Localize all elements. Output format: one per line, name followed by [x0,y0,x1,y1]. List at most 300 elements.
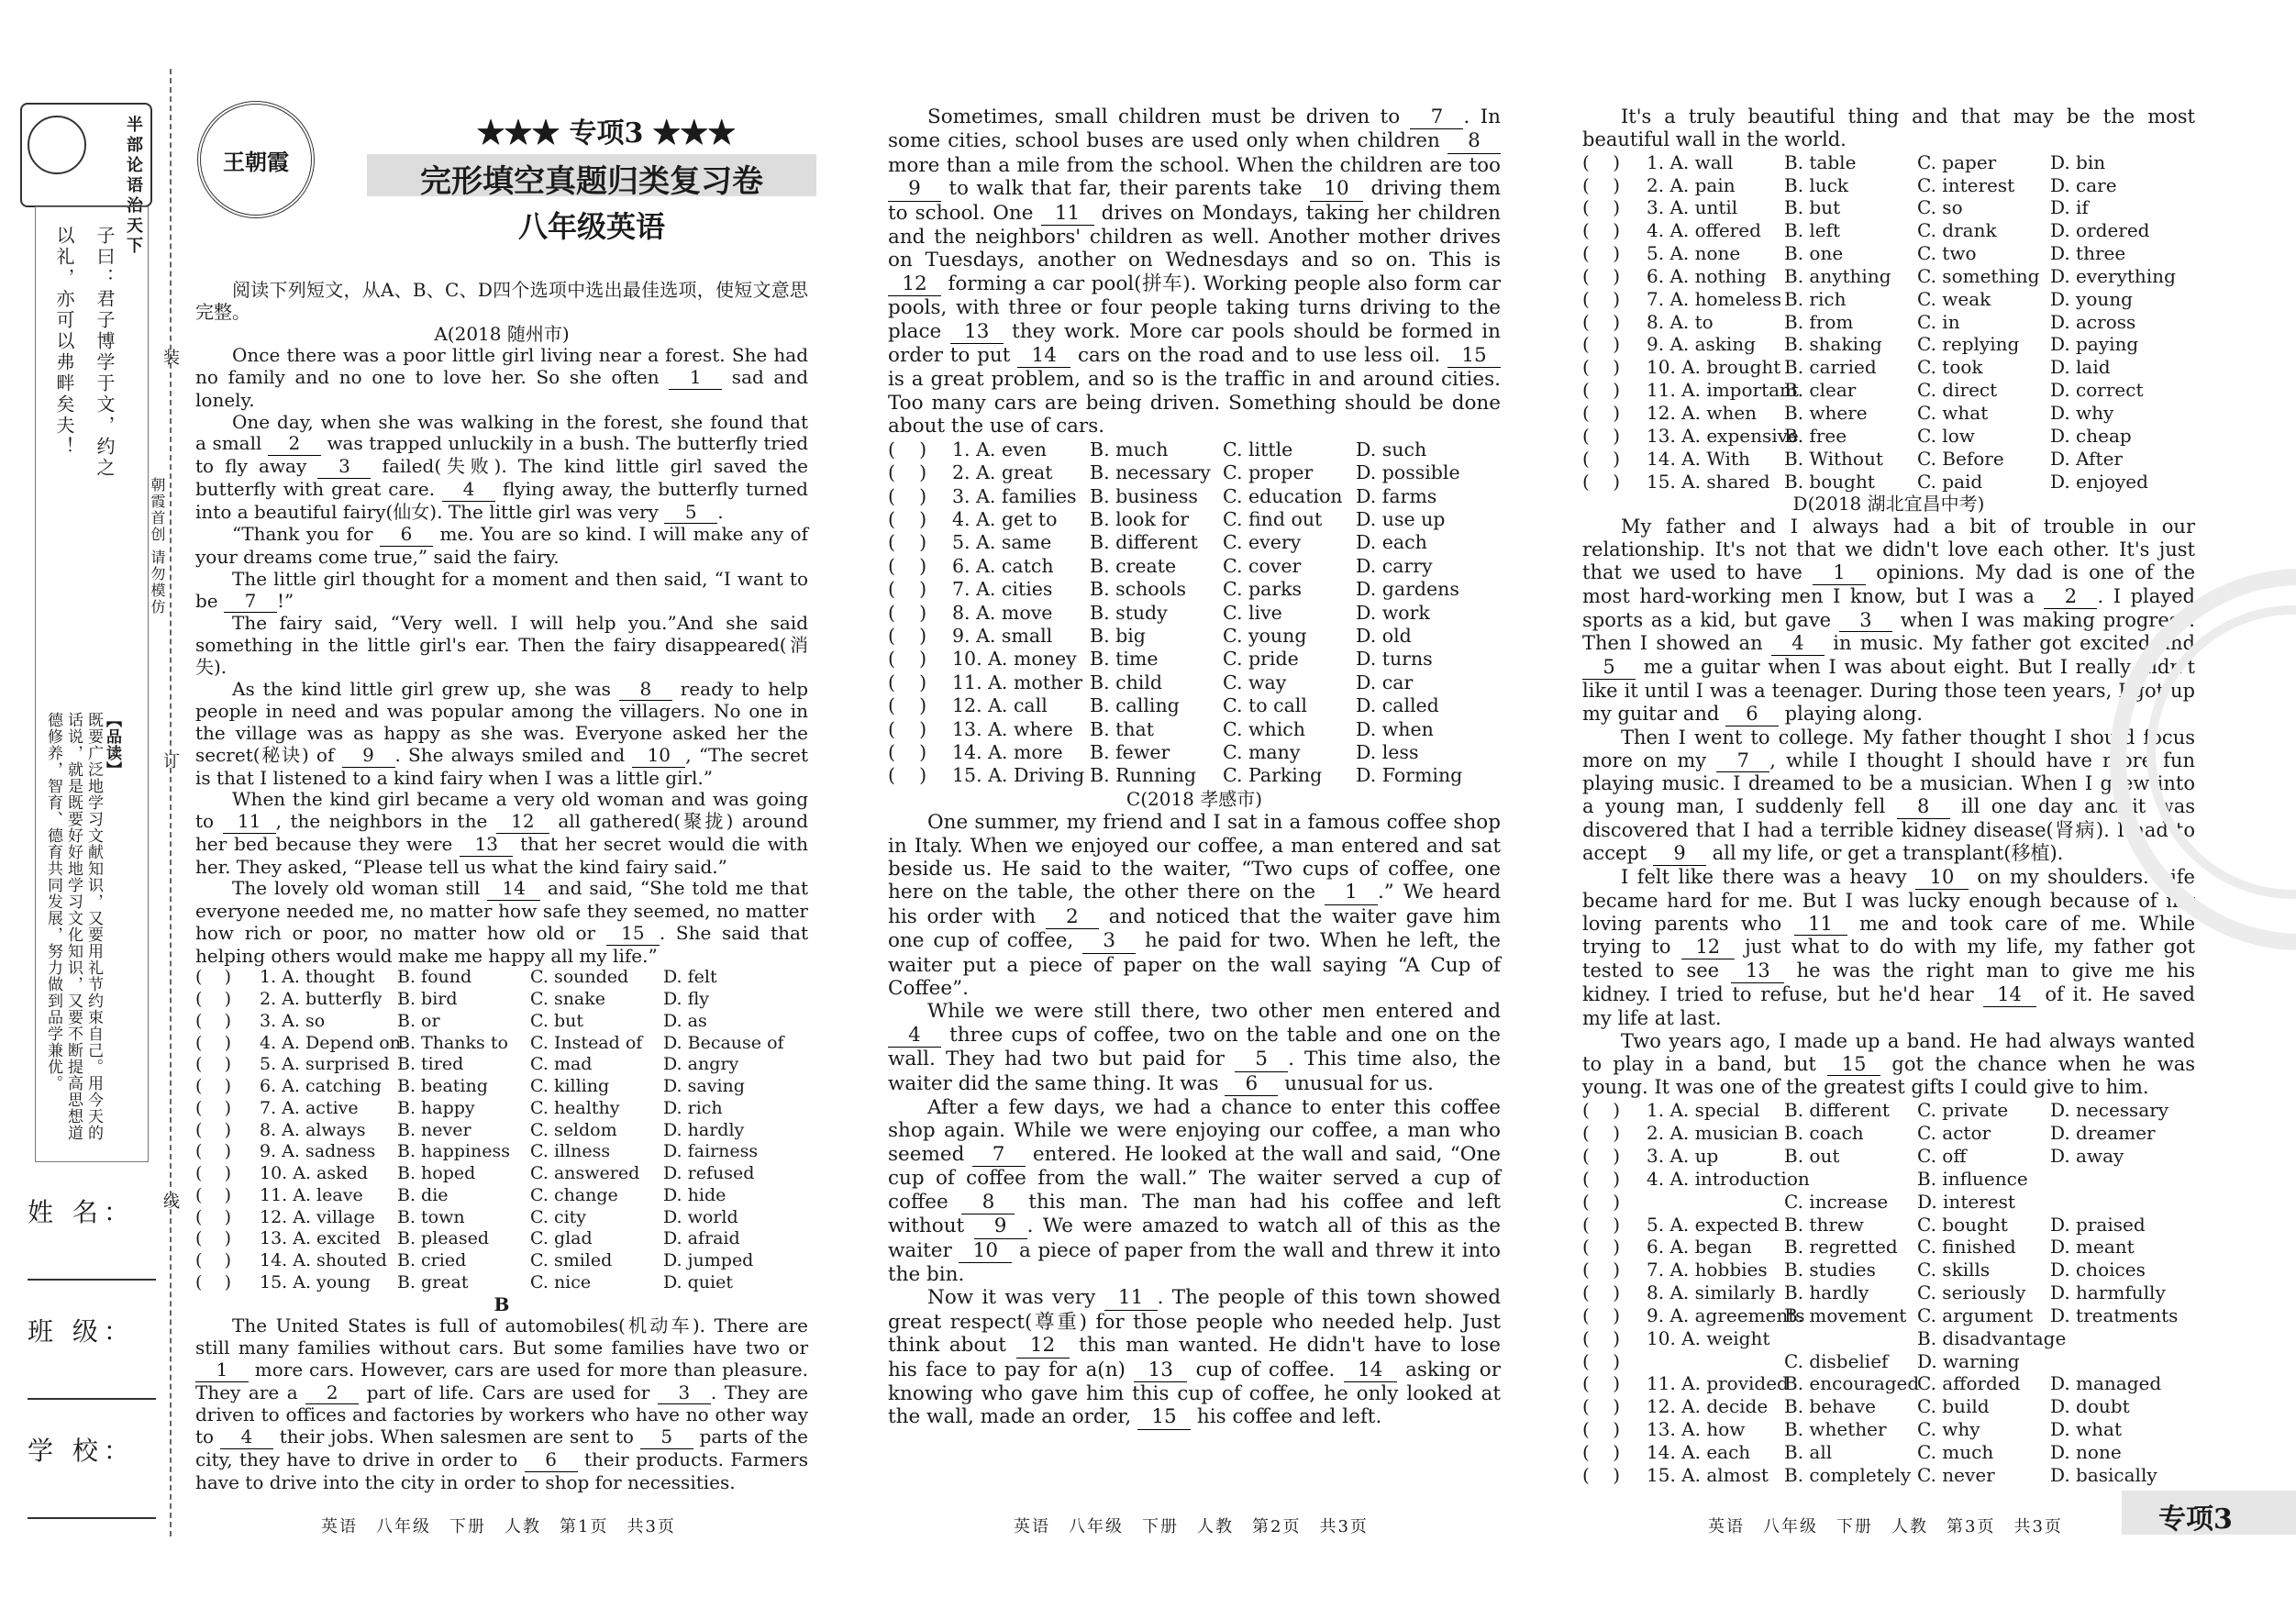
motto: 半部论语治天下 [124,116,143,257]
blank-11[interactable]: 11 [1041,202,1094,226]
blank-14[interactable]: 14 [1017,344,1070,368]
option-choice: D. Forming [1356,764,1463,787]
blank-10[interactable]: 10 [632,745,685,768]
blank-14[interactable]: 14 [1344,1359,1397,1382]
option-choice: B. but [1784,196,1841,219]
option-choice: C. paid [1917,470,1983,493]
paragraph [195,345,808,411]
option-choice: D. quiet [663,1271,733,1292]
blank-1[interactable]: 1 [1325,881,1378,904]
option-row [195,1141,808,1163]
school-label: 学 校： [28,1436,135,1466]
blank-15[interactable]: 15 [1827,1053,1880,1077]
blank-3[interactable]: 3 [1082,929,1136,953]
option-choice: D. when [1356,717,1434,740]
option-row [888,625,1501,648]
blank-4[interactable]: 4 [220,1426,273,1449]
option-choice: C. low [1917,424,1975,447]
blank-8[interactable]: 8 [1447,129,1501,153]
paragraph [195,679,808,790]
option-row [195,989,808,1011]
paragraph [888,105,1501,438]
paragraph-text: more than a mile from the school. When the children are too [888,153,1501,177]
option-choice: D. turns [1356,648,1433,671]
option-row [1582,265,2195,288]
blank-2[interactable]: 2 [2044,585,2097,609]
option-choice: D. hardly [663,1119,745,1140]
answer-bracket[interactable]: ( ) [1582,1303,1621,1326]
paragraph [1582,866,2195,1030]
answer-bracket[interactable]: ( ) [1582,1122,1621,1145]
option-choice: C. weak [1917,287,1991,310]
answer-bracket[interactable]: ( ) [195,1250,231,1270]
option-choice: B. out [1784,1144,1840,1167]
answer-bracket[interactable]: ( ) [195,1163,231,1183]
option-choice: C. why [1917,1418,1980,1441]
option-choice: B. luck [1784,173,1849,196]
option-choice: D. treatments [2050,1303,2179,1326]
option-choice: D. hide [663,1184,727,1205]
blank-7[interactable]: 7 [1716,749,1769,773]
answer-bracket[interactable]: ( ) [195,1010,231,1031]
blank-15[interactable]: 15 [606,923,660,946]
option-choice: C. replying [1917,333,2020,356]
option-choice: B. bought [1784,470,1875,493]
option-choice: D. managed [2050,1372,2162,1395]
answer-bracket[interactable]: ( ) [1582,1259,1621,1281]
paragraph [1582,1030,2195,1100]
option-choice: 12. A. decide [1647,1395,1769,1418]
school-field[interactable] [28,1486,156,1519]
option-choice: 3. A. families [952,484,1077,507]
blank-3[interactable]: 3 [658,1382,711,1405]
option-choice: B. that [1090,717,1154,740]
option-choice: B. shaking [1784,333,1882,356]
answer-bracket[interactable]: ( ) [888,740,927,763]
blank-1[interactable]: 1 [669,367,722,390]
option-choice: 1. A. thought [260,967,375,988]
option-choice: 14. A. shouted [260,1250,387,1270]
option-choice: D. possible [1356,461,1460,484]
answer-bracket[interactable]: ( ) [1582,150,1621,173]
option-choice: C. cover [1223,554,1302,577]
paragraph-text: While we were still there, two other men entered and [927,1000,1501,1024]
blank-9[interactable]: 9 [974,1214,1027,1238]
answer-bracket[interactable]: ( ) [888,578,927,601]
option-choice: C. something [1917,264,2040,287]
paragraph-text: more cars. However, cars are used for more than pleasure. They are a [195,1358,808,1403]
answer-bracket[interactable]: ( ) [888,764,927,787]
paragraph-text: . She said that helping others would make me happy all my life.” [195,921,808,967]
option-choice: D. work [1356,601,1430,624]
paragraph-text: . She always smiled and [394,743,633,766]
paragraph-text: When the kind girl became a very old woman and was going to [195,788,808,832]
option-choice: 15. A. young [260,1271,371,1292]
blank-5[interactable]: 5 [1582,656,1636,680]
option-choice: B. behave [1784,1395,1876,1418]
class-field[interactable] [28,1367,156,1400]
blank-8[interactable]: 8 [961,1191,1015,1214]
paragraph-text: they work. More car pools should be formed in order to put [888,319,1501,368]
option-choice: D. why [2050,401,2114,424]
blank-10[interactable]: 10 [1915,866,1969,890]
option-choice: C. snake [530,989,606,1009]
answer-bracket[interactable]: ( ) [1582,1463,1621,1486]
option-choice: C. find out [1223,507,1323,530]
option-row [195,967,808,989]
option-choice: C. seriously [1917,1281,2026,1304]
option-row [1582,379,2195,402]
paragraph-text: their products. Farmers have to drive into the city in order to shop for necessities. [195,1447,809,1493]
option-choice: B. encouraged [1784,1372,1920,1395]
option-choice: C. bought [1917,1213,2008,1236]
option-row [888,718,1501,741]
option-choice: C. Before [1917,447,2004,470]
answer-bracket[interactable]: ( ) [1582,1099,1621,1122]
paragraph-text: forming a car pool(拼车). Working people also form car pools, with three or four people taking turns driving to the place [888,272,1501,343]
blank-6[interactable]: 6 [380,524,433,547]
blank-1[interactable]: 1 [1813,561,1866,585]
option-choice: D. harmfully [2050,1281,2166,1304]
option-choice: D. care [2050,173,2117,196]
option-choice: D. felt [663,967,717,988]
paragraph-text: this man wanted. He didn't have to lose his face to pay for a(n) [888,1334,1501,1381]
option-row [1582,333,2195,356]
answer-bracket[interactable]: ( ) [1582,196,1621,219]
answer-bracket[interactable]: ( ) [1582,447,1621,470]
option-row [888,648,1501,671]
blank-4[interactable]: 4 [1771,632,1825,656]
answer-bracket[interactable]: ( ) [1582,173,1621,196]
blank-7[interactable]: 7 [972,1143,1026,1167]
answer-bracket[interactable]: ( ) [888,531,927,554]
answer-bracket[interactable]: ( ) [1582,333,1621,356]
option-choice: C. in [1917,310,1960,333]
option-choice: B. table [1784,150,1857,173]
option-choice: 4. A. offered [1647,219,1761,242]
option-row [1582,1372,2195,1395]
option-choice: B. hardly [1784,1281,1869,1304]
blank-6[interactable]: 6 [1725,703,1779,726]
paragraph-text: .” We heard his order with [888,881,1502,928]
name-field[interactable] [28,1248,156,1281]
answer-bracket[interactable]: ( ) [1582,1190,1621,1213]
answer-bracket[interactable]: ( ) [195,1097,231,1118]
option-row [1582,1099,2195,1122]
blank-6[interactable]: 6 [525,1449,578,1472]
option-choice: D. gardens [1356,578,1459,601]
pinpu-text: 既要广泛地学习文献知识，又要用礼节约束自己。用今天的话说，就是既要好好地学习文化知识，又要不断提高思想道德修养，智育、德育共同发展，努力做到品学兼优。 [44,712,103,1141]
blank-12[interactable]: 12 [888,272,941,296]
blank-12[interactable]: 12 [496,811,549,834]
answer-bracket[interactable]: ( ) [888,484,927,507]
option-choice: 7. A. cities [952,578,1053,601]
option-row [1582,356,2195,379]
option-choice: B. completely [1784,1463,1912,1486]
option-row [1582,1145,2195,1168]
option-row [1582,196,2195,219]
option-row [1582,151,2195,174]
passage-b-options [888,438,1501,788]
paragraph-text: unusual for us. [1278,1071,1434,1095]
blank-2[interactable]: 2 [268,433,321,456]
option-row [1582,1191,2195,1214]
option-choice: B. look for [1090,507,1190,530]
answer-bracket[interactable]: ( ) [888,717,927,740]
quote-line-1: 子曰：君子博学于文，约之 [94,226,116,479]
option-choice [2050,1350,2195,1373]
blank-13[interactable]: 13 [1731,959,1784,983]
blank-13[interactable]: 13 [460,834,513,857]
answer-bracket[interactable]: ( ) [888,624,927,647]
option-choice: D. world [663,1206,738,1227]
blank-12[interactable]: 12 [1681,936,1735,959]
instructions: 阅读下列短文，从A、B、C、D四个选项中选出最佳选项，使短文意思完整。 [195,279,808,323]
option-choice [1647,1350,1784,1373]
option-row [1582,1281,2195,1304]
option-choice: B. die [397,1184,449,1205]
blank-12[interactable]: 12 [1016,1334,1070,1358]
paragraph-text: and noticed that the waiter gave him one cup of coffee, [888,904,1501,953]
option-choice: 15. A. shared [1647,470,1770,493]
option-choice: 11. A. mother [952,671,1083,693]
blank-10[interactable]: 10 [1310,177,1363,201]
paragraph-text: is a great problem, and so is the traffic in and around cities. Too many cars are being driven. Something should be done about the use of cars. [888,368,1501,438]
answer-bracket[interactable]: ( ) [1582,287,1621,310]
answer-bracket[interactable]: ( ) [1582,1440,1621,1463]
option-choice: B. fewer [1090,740,1170,763]
option-choice: 13. A. excited [260,1228,381,1249]
answer-bracket[interactable]: ( ) [888,438,927,460]
option-row [195,1185,808,1207]
blank-8[interactable]: 8 [619,679,672,702]
paragraph-text: , “The secret is that I listened to a kind fairy when I was a little girl.” [195,743,808,789]
answer-bracket[interactable]: ( ) [1582,379,1621,402]
blank-10[interactable]: 10 [959,1239,1012,1263]
paragraph-text: . The people of this town showed great respect(尊重) for those people who needed help. Just think about [888,1286,1502,1358]
passage-b-text-part2 [888,105,1501,438]
option-choice: B. great [397,1271,469,1292]
answer-bracket[interactable]: ( ) [1582,424,1621,447]
blank-2[interactable]: 2 [1046,905,1099,929]
blank-7[interactable]: 7 [1410,105,1463,129]
option-choice: C. much [1917,1440,1994,1463]
blank-6[interactable]: 6 [1225,1072,1278,1096]
corner-tag-text: 专项3 [2158,1503,2233,1536]
option-choice: C. two [1917,242,1977,265]
option-choice: D. fly [663,989,710,1009]
blank-4[interactable]: 4 [442,479,495,502]
option-choice: C. interest [1917,173,2015,196]
option-choice: C. sounded [530,967,629,988]
blank-14[interactable]: 14 [487,878,540,901]
option-choice: B. create [1090,554,1177,577]
answer-bracket[interactable]: ( ) [1582,1281,1621,1304]
option-choice: 14. A. more [952,740,1063,763]
option-row [1582,1214,2195,1237]
answer-bracket[interactable]: ( ) [888,461,927,484]
option-choice: B. big [1090,624,1146,647]
option-choice: C. to call [1223,694,1307,717]
option-choice: D. farms [1356,484,1437,507]
answer-bracket[interactable]: ( ) [1582,264,1621,287]
answer-bracket[interactable]: ( ) [1582,470,1621,493]
blank-7[interactable]: 7 [224,591,277,614]
answer-bracket[interactable]: ( ) [195,1271,231,1292]
answer-bracket[interactable]: ( ) [195,1119,231,1140]
option-choice: D. paying [2050,333,2139,356]
paragraph-text: The little girl thought for a moment and then said, “I want to be [195,567,808,612]
blank-2[interactable]: 2 [305,1382,359,1405]
answer-bracket[interactable]: ( ) [1582,1144,1621,1167]
option-row [888,555,1501,578]
option-row [1582,1327,2195,1350]
paragraph [888,1286,1501,1429]
answer-bracket[interactable]: ( ) [195,1076,231,1096]
answer-bracket[interactable]: ( ) [1582,219,1621,242]
blank-9[interactable]: 9 [1653,842,1706,866]
answer-bracket[interactable]: ( ) [888,507,927,530]
blank-13[interactable]: 13 [1134,1359,1187,1382]
option-choice: 9. A. small [952,624,1053,647]
option-choice: 10. A. asked [260,1163,369,1183]
answer-bracket[interactable]: ( ) [195,989,231,1009]
option-row [1582,242,2195,265]
answer-bracket[interactable]: ( ) [195,1184,231,1205]
option-choice: B. time [1090,648,1159,671]
option-choice: 15. A. almost [1647,1463,1769,1486]
option-choice: D. called [1356,694,1439,717]
option-choice: 5. A. same [952,531,1052,554]
option-choice: 14. A. each [1647,1440,1751,1463]
blank-11[interactable]: 11 [1794,913,1847,937]
answer-bracket[interactable]: ( ) [1582,310,1621,333]
option-choice: B. bird [397,989,458,1009]
option-choice: D. afraid [663,1228,740,1249]
answer-bracket[interactable]: ( ) [195,1206,231,1227]
answer-bracket[interactable]: ( ) [1582,1236,1621,1259]
option-choice: 6. A. catching [260,1076,382,1096]
option-row [1582,1350,2195,1373]
answer-bracket[interactable]: ( ) [195,1228,231,1249]
blank-9[interactable]: 9 [342,745,395,768]
answer-bracket[interactable]: ( ) [1582,1349,1621,1372]
cut-mark-2: 订 [161,752,180,769]
option-choice: D. dreamer [2050,1122,2156,1145]
blank-15[interactable]: 15 [1137,1405,1191,1429]
option-choice: D. saving [663,1076,745,1096]
answer-bracket[interactable]: ( ) [195,1032,231,1053]
paragraph-text: Two years ago, I made up a band. He had always wanted to play in a band, but [1582,1029,2195,1075]
passage-c-heading: C(2018 孝感市) [1126,787,1263,810]
paragraph-text: cup of coffee. [1187,1358,1344,1381]
answer-bracket[interactable]: ( ) [888,648,927,671]
answer-bracket[interactable]: ( ) [195,967,231,988]
option-choice: 13. A. how [1647,1418,1746,1441]
option-choice: D. old [1356,624,1412,647]
page-title: 完形填空真题归类复习卷 [420,163,763,200]
option-choice: D. meant [2050,1236,2135,1259]
answer-bracket[interactable]: ( ) [1582,401,1621,424]
option-choice: B. Without [1784,447,1883,470]
paragraph-text: driving them to school. One [888,177,1501,225]
option-choice: B. town [397,1206,465,1227]
blank-3[interactable]: 3 [317,456,371,479]
paragraph [195,789,808,878]
option-choice: B. child [1090,671,1163,693]
option-choice: B. never [397,1119,471,1140]
option-choice: C. but [530,1010,583,1031]
blank-9[interactable]: 9 [888,177,941,201]
answer-bracket[interactable]: ( ) [1582,1167,1621,1190]
option-row [888,438,1501,461]
option-choice: B. studies [1784,1259,1876,1281]
blank-5[interactable]: 5 [640,1426,693,1449]
blank-8[interactable]: 8 [1897,795,1950,819]
blank-15[interactable]: 15 [1447,344,1501,368]
option-choice: B. left [1784,219,1841,242]
option-choice: D. praised [2050,1213,2146,1236]
option-row [195,1163,808,1185]
paragraph [195,569,808,614]
paragraph [195,613,808,678]
blank-4[interactable]: 4 [888,1024,941,1048]
answer-bracket[interactable]: ( ) [1582,242,1621,265]
answer-bracket[interactable]: ( ) [1582,1395,1621,1418]
answer-bracket[interactable]: ( ) [1582,1326,1621,1349]
answer-bracket[interactable]: ( ) [1582,1213,1621,1236]
blank-1[interactable]: 1 [195,1359,249,1382]
option-choice: C. direct [1917,379,1998,402]
option-choice: C. city [530,1206,587,1227]
blank-5[interactable]: 5 [1235,1048,1288,1071]
answer-bracket[interactable]: ( ) [195,1141,231,1162]
option-row [888,578,1501,601]
answer-bracket[interactable]: ( ) [1582,1418,1621,1441]
option-row [195,1011,808,1033]
option-choice [1784,1327,1917,1350]
blank-11[interactable]: 11 [1104,1286,1158,1310]
blank-13[interactable]: 13 [950,320,1004,344]
option-choice: 12. A. when [1647,401,1758,424]
answer-bracket[interactable]: ( ) [888,601,927,624]
answer-bracket[interactable]: ( ) [1582,1372,1621,1395]
answer-bracket[interactable]: ( ) [888,671,927,693]
option-choice: C. healthy [530,1097,620,1118]
option-choice: 9. A. asking [1647,333,1756,356]
option-choice: 12. A. call [952,694,1048,717]
option-choice: 1. A. even [952,438,1047,460]
option-choice [1647,1191,1784,1214]
option-choice: B. study [1090,601,1168,624]
option-choice: D. across [2050,310,2136,333]
blank-14[interactable]: 14 [1983,983,2036,1007]
option-choice: 2. A. pain [1647,173,1736,196]
name-label: 姓 名： [28,1197,135,1227]
answer-bracket[interactable]: ( ) [1582,356,1621,379]
option-choice: C. disbelief [1784,1349,1889,1372]
blank-5[interactable]: 5 [664,502,717,525]
answer-bracket[interactable]: ( ) [195,1054,231,1075]
blank-11[interactable]: 11 [223,811,276,834]
option-choice: C. seldom [530,1119,617,1140]
answer-bracket[interactable]: ( ) [888,554,927,577]
option-choice: D. carry [1356,554,1433,577]
blank-3[interactable]: 3 [1839,609,1892,633]
paragraph-text: me a guitar when I was about eight. But I really didn't like it until I was a teenager. During those teen years, I got up my guitar and [1582,656,2195,725]
option-choice: D. fairness [663,1141,759,1162]
answer-bracket[interactable]: ( ) [888,694,927,717]
